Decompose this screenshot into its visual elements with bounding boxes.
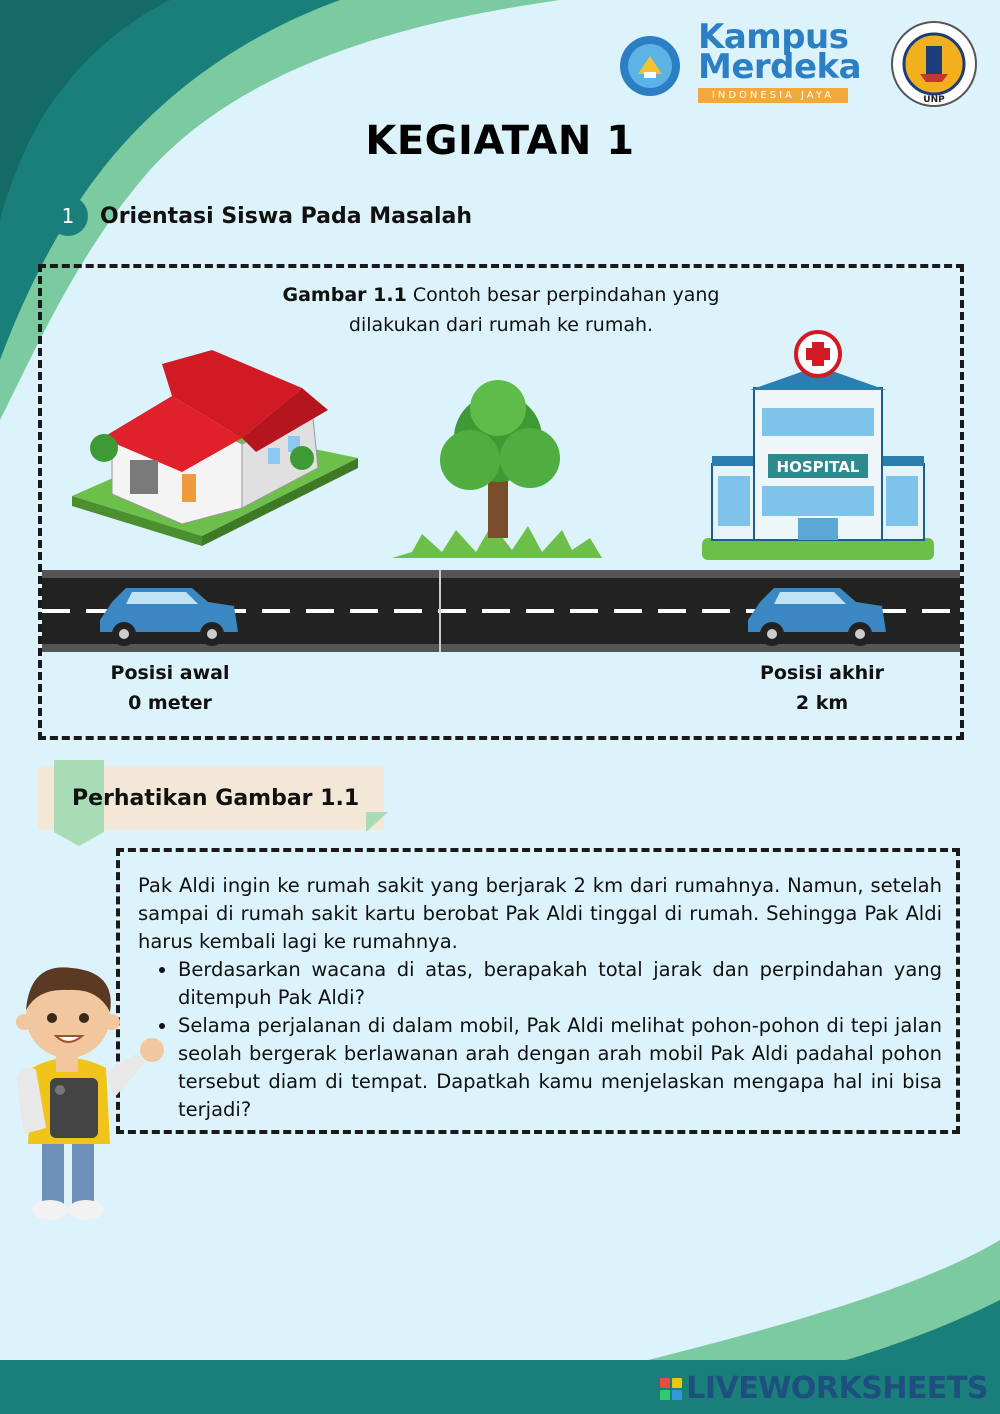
unp-logo [890, 20, 978, 108]
question-list [138, 956, 942, 1124]
step-header [48, 196, 472, 236]
liveworksheets-mark-icon [660, 1378, 682, 1400]
section-tab-label: Perhatikan Gambar 1.1 [72, 786, 360, 811]
liveworksheets-logo [660, 1371, 988, 1406]
section-tab [38, 760, 388, 850]
caption-line1: Contoh besar perpindahan yang [406, 284, 720, 306]
passage-intro: Pak Aldi ingin ke rumah sakit yang berjarak 2 km dari rumahnya. Namun, setelah sampai di rumah sakit kartu berobat Pak Aldi tinggal di rumah. Sehingga Pak Aldi harus kembali lagi ke rumahnya. [138, 874, 942, 953]
end-position-value: 2 km [795, 692, 849, 714]
passage-text [138, 872, 942, 1124]
question-item: • Berdasarkan wacana di atas, berapakah total jarak dan perpindahan yang ditempuh Pak Aldi? [178, 956, 942, 1012]
hospital-illustration [702, 332, 934, 560]
step-title: Orientasi Siswa Pada Masalah [100, 203, 473, 229]
caption-figure-number: Gambar 1.1 [282, 284, 407, 306]
start-position-value: 0 meter [128, 692, 212, 714]
student-character-illustration [6, 958, 176, 1228]
header-logos [618, 18, 978, 108]
figure-caption [42, 280, 960, 340]
hospital-sign-text: HOSPITAL [776, 458, 860, 476]
page-title: KEGIATAN 1 [365, 118, 635, 164]
passage-box [116, 848, 960, 1134]
tree-illustration [392, 380, 602, 558]
start-position-label [90, 658, 250, 718]
start-position-title: Posisi awal [110, 662, 230, 684]
unp-text: UNP [923, 95, 945, 105]
kampus-merdeka-line1: Kampus [698, 17, 849, 57]
kampus-merdeka-logo [698, 17, 868, 103]
caption-line2: dilakukan dari rumah ke rumah. [348, 314, 654, 336]
house-illustration [72, 350, 358, 546]
kampus-merdeka-line2: Merdeka [698, 47, 862, 87]
figure-box [38, 264, 964, 740]
liveworksheets-wordmark: LIVEWORKSHEETS [686, 1371, 988, 1406]
kampus-merdeka-band: INDONESIA JAYA [698, 88, 848, 103]
end-position-label [742, 658, 902, 718]
step-number-badge: 1 [48, 196, 88, 236]
end-position-title: Posisi akhir [759, 662, 885, 684]
tab-corner-fold [366, 812, 388, 832]
tut-wuri-handayani-logo [618, 34, 682, 98]
question-item: • Selama perjalanan di dalam mobil, Pak Aldi melihat pohon-pohon di tepi jalan seolah bergerak berlawanan arah dengan arah mobil Pak Aldi padahal pohon tersebut diam di tempat. Dapatkah kamu menjelaskan mengapa hal ini bisa terjadi? [178, 1012, 942, 1124]
